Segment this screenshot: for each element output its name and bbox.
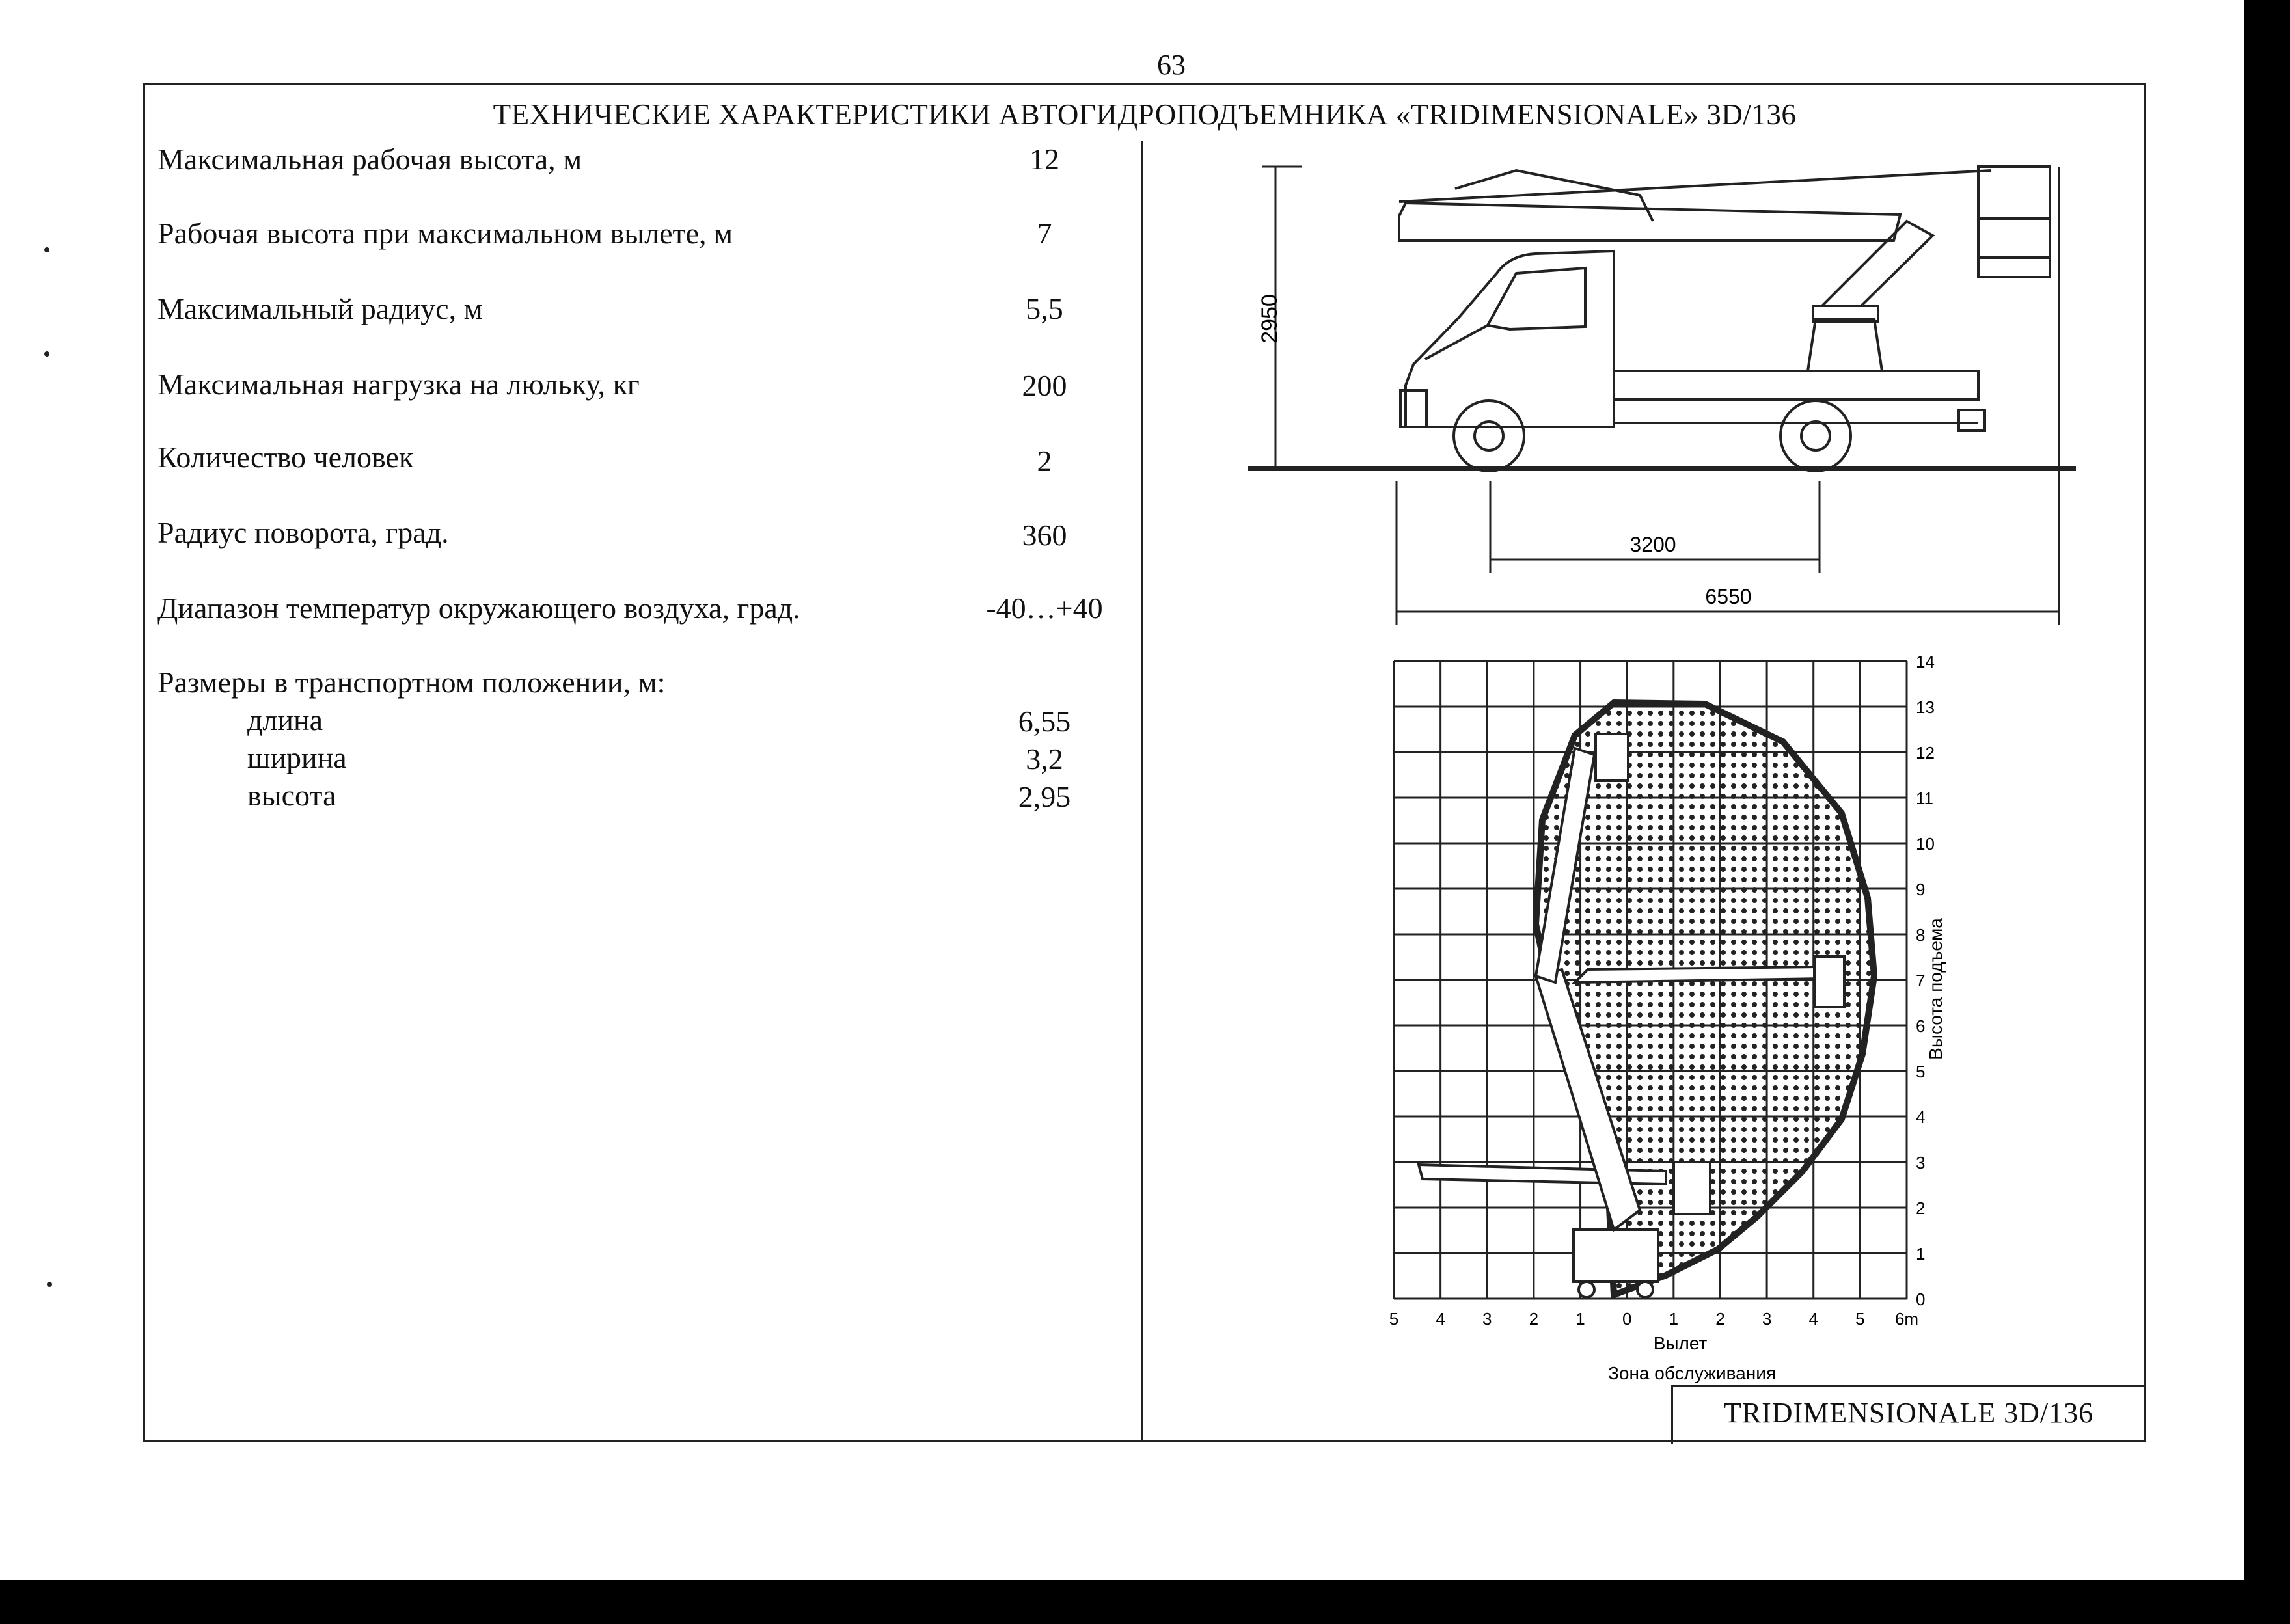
dim-value-width: 3,2 (1026, 742, 1063, 776)
front-wheel (1454, 401, 1524, 471)
spec-value: -40…+40 (986, 591, 1103, 625)
y-tick-label: 13 (1916, 697, 1935, 717)
x-tick-label: 5 (1855, 1309, 1865, 1329)
boom-max-reach (1575, 967, 1822, 982)
x-tick-label: 4 (1808, 1309, 1818, 1329)
page-number: 63 (1157, 49, 1186, 81)
y-tick-label: 1 (1916, 1244, 1926, 1264)
y-axis-label: Высота подъема (1926, 918, 1946, 1060)
y-tick-label: 12 (1916, 743, 1935, 763)
x-tick-label: 2 (1529, 1309, 1539, 1329)
y-tick-label: 0 (1916, 1290, 1926, 1309)
length-dim-label: 6550 (1705, 585, 1752, 608)
dim-label-width: ширина (247, 741, 347, 774)
x-tick-label: 5 (1389, 1309, 1399, 1329)
upper-boom (1399, 203, 1900, 241)
truck-base (1574, 1230, 1658, 1282)
y-tick-label: 10 (1916, 834, 1935, 854)
truck-platform (1614, 371, 1978, 399)
y-tick-label: 7 (1916, 971, 1926, 990)
x-tick-label: 1 (1669, 1309, 1679, 1329)
truck-cab (1406, 251, 1614, 427)
height-dim-label: 2950 (1257, 294, 1282, 344)
basket-max-reach (1814, 956, 1844, 1007)
y-tick-label: 6 (1916, 1016, 1926, 1036)
spec-label: Рабочая высота при максимальном вылете, м (157, 217, 733, 250)
x-tick-label: 1 (1575, 1309, 1585, 1329)
sheet-title: ТЕХНИЧЕСКИЕ ХАРАКТЕРИСТИКИ АВТОГИДРОПОДЪЕМНИКА «TRIDIMENSIONALE» 3D/136 (493, 98, 1797, 131)
spec-value: 360 (1022, 519, 1067, 552)
basket (1978, 167, 2050, 277)
rear-wheel-hub (1801, 422, 1830, 450)
boom-rod (1399, 170, 1991, 202)
wheelbase-dim-label: 3200 (1629, 533, 1676, 556)
dim-label-length: длина (247, 703, 323, 737)
basket-low (1674, 1162, 1710, 1214)
y-tick-label: 5 (1916, 1062, 1926, 1081)
x-tick-label: 2 (1715, 1309, 1725, 1329)
y-tick-label: 11 (1916, 789, 1933, 808)
y-tick-label: 9 (1916, 880, 1926, 899)
lower-boom (1822, 221, 1933, 306)
x-axis-label: Вылет (1653, 1333, 1708, 1353)
x-tick-label: 3 (1762, 1309, 1772, 1329)
spec-value: 5,5 (1026, 292, 1063, 325)
x-tick-label: 6m (1894, 1309, 1919, 1329)
y-tick-label: 8 (1916, 925, 1926, 945)
spec-value: 2 (1037, 444, 1052, 478)
y-tick-label: 3 (1916, 1153, 1926, 1172)
spec-value: 200 (1022, 369, 1067, 402)
dim-value-length: 6,55 (1018, 705, 1071, 738)
x-tick-label: 3 (1482, 1309, 1492, 1329)
x-tick-label: 0 (1622, 1309, 1632, 1329)
footer-model: TRIDIMENSIONALE 3D/136 (1723, 1397, 2094, 1429)
y-tick-label: 2 (1916, 1198, 1926, 1218)
rear-outrigger (1959, 410, 1985, 431)
dim-value-height: 2,95 (1018, 780, 1071, 813)
spec-label: Максимальная рабочая высота, м (157, 142, 582, 176)
spec-value: 7 (1037, 217, 1052, 250)
cab-window (1488, 268, 1585, 329)
spec-value: 12 (1029, 142, 1059, 176)
spec-label: Количество человек (157, 440, 414, 474)
zone-caption: Зона обслуживания (1607, 1363, 1777, 1383)
spec-label: Диапазон температур окружающего воздуха, град. (157, 591, 800, 625)
y-tick-label: 14 (1916, 652, 1935, 671)
x-tick-label: 4 (1436, 1309, 1445, 1329)
transport-dims-heading: Размеры в транспортном положении, м: (157, 666, 666, 699)
y-tick-label: 4 (1916, 1107, 1926, 1127)
rear-wheel (1780, 401, 1851, 471)
dim-label-height: высота (247, 779, 336, 812)
x-tick-labels (1389, 1309, 1918, 1329)
spec-label: Максимальный радиус, м (157, 292, 483, 325)
boom-link (1455, 170, 1653, 221)
spec-label: Радиус поворота, град. (157, 516, 449, 549)
spec-label: Максимальная нагрузка на люльку, кг (157, 368, 640, 401)
turret-base (1808, 319, 1882, 371)
basket-high (1596, 734, 1628, 781)
